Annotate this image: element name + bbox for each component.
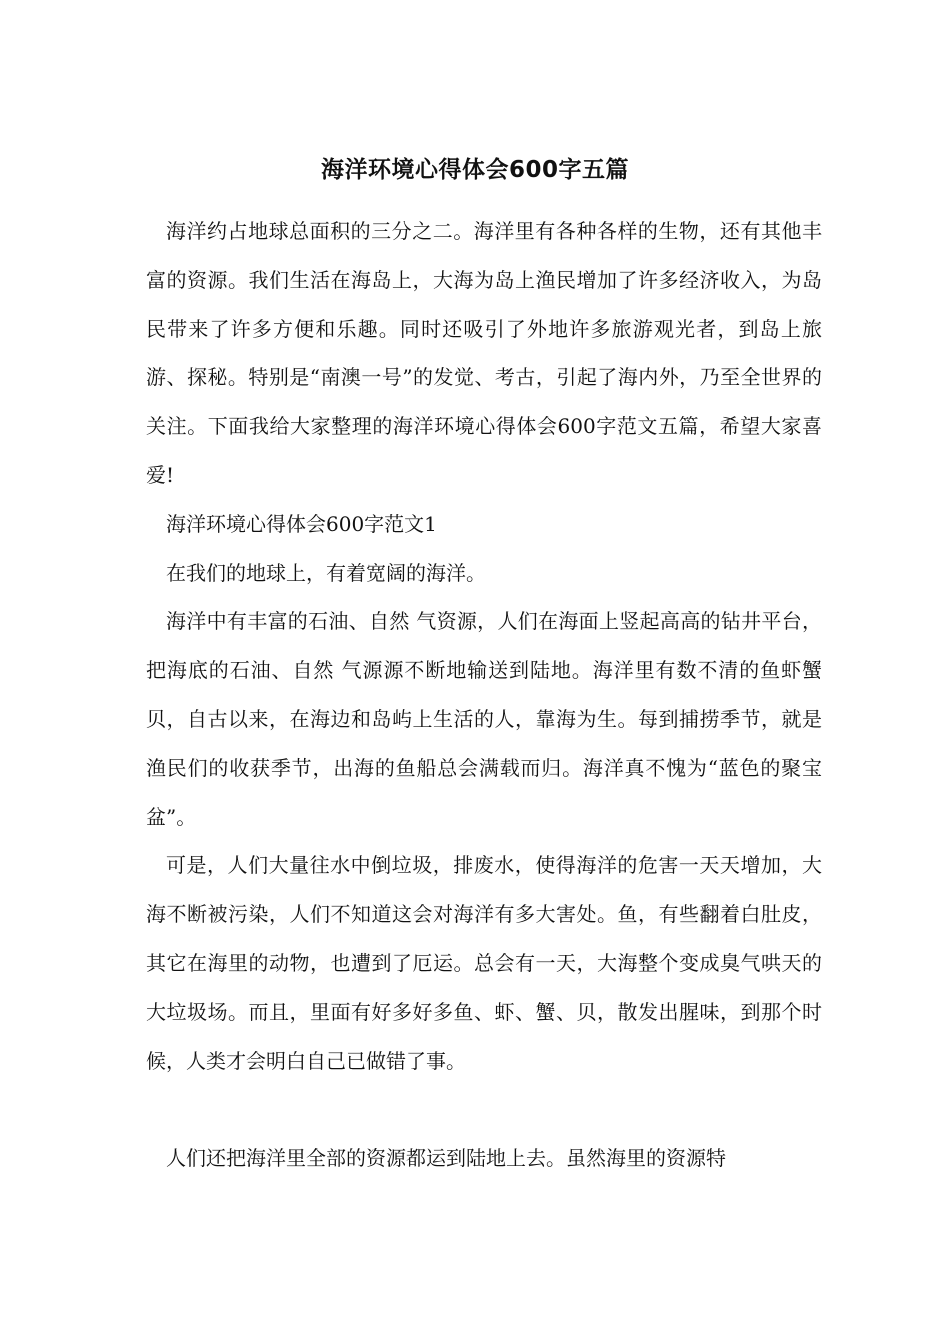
intro-paragraph: 海洋约占地球总面积的三分之二。海洋里有各种各样的生物，还有其他丰富的资源。我们生活在海岛上，大海为岛上渔民增加了许多经济收入，为岛民带来了许多方便和乐趣。同时还吸引了外地许多旅游观光者，到岛上旅游、探秘。特别是“南澳一号”的发觉、考古，引起了海内外，乃至全世界的关注。下面我给大家整理的海洋环境心得体会600字范文五篇，希望大家喜爱! — [146, 219, 822, 487]
body-paragraph: 人们还把海洋里全部的资源都运到陆地上去。虽然海里的资源特 — [166, 1146, 726, 1171]
section-heading: 海洋环境心得体会600字范文1 — [166, 511, 437, 536]
body-paragraph: 可是，人们大量往水中倒垃圾，排废水，使得海洋的危害一天天增加，大海不断被污染，人们不知道这会对海洋有多大害处。鱼，有些翻着白肚皮，其它在海里的动物，也遭到了厄运。总会有一天，大海整个变成臭气哄天的大垃圾场。而且，里面有好多好多鱼、虾、蟹、贝，散发出腥味，到那个时候，人类才会明白自己已做错了事。 — [146, 853, 822, 1073]
document-title: 海洋环境心得体会600字五篇 — [320, 157, 629, 183]
body-paragraph: 在我们的地球上，有着宽阔的海洋。 — [166, 560, 486, 585]
body-paragraph: 海洋中有丰富的石油、自然 气资源，人们在海面上竖起高高的钻井平台，把海底的石油、自然 气源源不断地输送到陆地。海洋里有数不清的鱼虾蟹贝，自古以来，在海边和岛屿上生活的人，靠海为生。每到捕捞季节，就是渔民们的收获季节，出海的鱼船总会满载而归。海洋真不愧为“蓝色的聚宝盆”。 — [146, 609, 822, 829]
document-body — [146, 207, 822, 1183]
